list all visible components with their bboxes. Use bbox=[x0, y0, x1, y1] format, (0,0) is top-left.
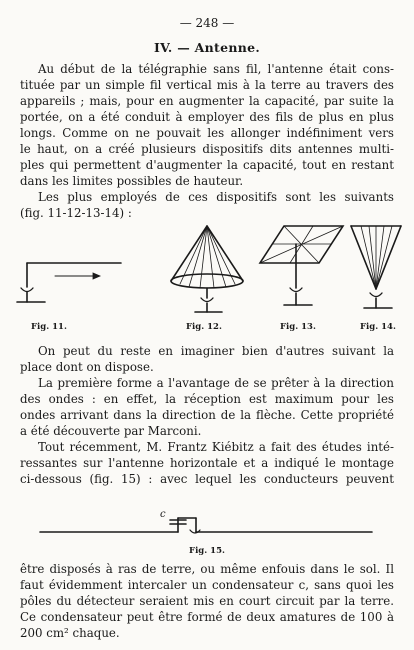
text-line: 200 cm² chaque. bbox=[20, 626, 120, 640]
fig-12-cone-antenna bbox=[171, 226, 243, 312]
fig-14-fan-antenna bbox=[351, 226, 401, 308]
text-line: (fig. 11-12-13-14) : bbox=[20, 206, 132, 220]
text-line: Les plus employés de ces dispositifs sont les suivants bbox=[38, 190, 394, 204]
text-line: tituée par un simple fil vertical mis à la terre au travers des bbox=[20, 78, 394, 92]
text-line: place dont on dispose. bbox=[20, 360, 154, 374]
text-line: pôles du détecteur seraient mis en court circuit par la terre. bbox=[20, 594, 394, 608]
text-line: a été découverte par Marconi. bbox=[20, 424, 202, 438]
text-line: dans les limites possibles de hauteur. bbox=[20, 174, 244, 188]
fig-caption: Fig. 14. bbox=[360, 322, 396, 332]
text-line: faut évidemment intercaler un condensateur c, sans quoi les bbox=[20, 578, 394, 592]
fig-caption: Fig. 12. bbox=[186, 322, 222, 332]
text-line: appareils ; mais, pour en augmenter la capacité, par suite la bbox=[20, 94, 394, 108]
text-line: longs. Comme on ne pouvait les allonger indéfiniment vers bbox=[20, 126, 394, 140]
text-line: ci-dessous (fig. 15) : avec lequel les conducteurs peuvent bbox=[20, 472, 394, 486]
condenser-label: c bbox=[160, 509, 166, 520]
page-number: — 248 — bbox=[179, 16, 235, 30]
text-line: Au début de la télégraphie sans fil, l'antenne était cons- bbox=[38, 62, 394, 76]
text-line: ressantes sur l'antenne horizontale et a indiqué le montage bbox=[20, 456, 394, 470]
text-line: Ce condensateur peut être formé de deux amatures de 100 à bbox=[20, 610, 394, 624]
text-line: On peut du reste en imaginer bien d'autres suivant la bbox=[38, 344, 394, 358]
fig-13-rhombus-antenna bbox=[260, 226, 343, 305]
text-line: ples qui permettent d'augmenter la capacité, tout en restant bbox=[20, 158, 394, 172]
fig-11-horizontal-antenna bbox=[17, 263, 121, 302]
fig-caption: Fig. 13. bbox=[280, 322, 316, 332]
text-line: Tout récemment, M. Frantz Kiébitz a fait des études inté- bbox=[38, 440, 394, 454]
text-line: ondes arrivant dans la direction de la flèche. Cette propriété bbox=[20, 408, 394, 422]
text-line: La première forme a l'avantage de se prêter à la direction bbox=[38, 376, 394, 390]
text-line: être disposés à ras de terre, ou même enfouis dans le sol. Il bbox=[20, 562, 394, 576]
fig-15-condenser-circuit bbox=[40, 518, 372, 533]
section-heading: IV. — Antenne. bbox=[153, 40, 261, 55]
text-line: portée, on a été conduit à employer des fils de plus en plus bbox=[20, 110, 394, 124]
fig-caption: Fig. 15. bbox=[189, 546, 225, 556]
text-line: le haut, on a créé plusieurs dispositifs dits antennes multi- bbox=[20, 142, 394, 156]
text-line: des ondes : en effet, la réception est maximum pour les bbox=[20, 392, 394, 406]
fig-caption: Fig. 11. bbox=[31, 322, 67, 332]
